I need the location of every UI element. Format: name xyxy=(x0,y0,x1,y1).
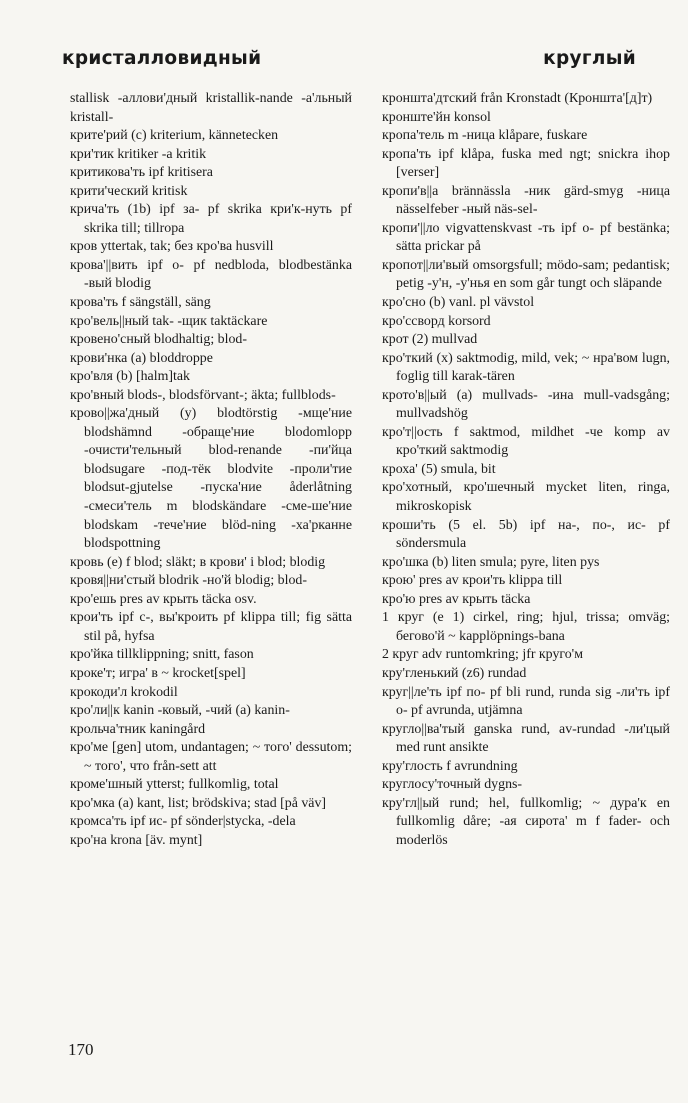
dictionary-entry: кропи'в||а brännässla -ник gärd-smyg -ница nässelfeber -ный näs-sel- xyxy=(382,183,670,218)
header-left-guideword: кристалловидный xyxy=(62,48,262,69)
dictionary-entry: кроха' (5) smula, bit xyxy=(382,461,496,477)
dictionary-entry: кругло||ва'тый ganska rund, av-rundad -ли'цый med runt ansikte xyxy=(382,721,670,756)
dictionary-entry: кропа'ть ipf klåpa, fuska med ngt; snickra ihop [verser] xyxy=(382,146,670,181)
dictionary-entry: кру'гленький (z6) rundad xyxy=(382,665,527,681)
dictionary-entry: кро'ю pres av крыть täcka xyxy=(382,591,531,607)
dictionary-entry: кро'йка tillklippning; snitt, fason xyxy=(70,647,254,663)
dictionary-entry: круглосу'точный dygns- xyxy=(382,777,523,793)
page-number: 170 xyxy=(68,1040,94,1059)
dictionary-entry: крот (2) mullvad xyxy=(382,332,478,348)
dictionary-entry: кро'на krona [äv. mynt] xyxy=(70,832,203,848)
dictionary-entry: кроншта'дтский från Kronstadt (Кроншта'[д]т) xyxy=(382,91,653,106)
dictionary-entry: кро'сно (b) vanl. pl vävstol xyxy=(382,295,535,311)
dictionary-entry: кру'глость f avrundning xyxy=(382,758,518,774)
dictionary-entry: кро'ткий (x) saktmodig, mild, vek; ~ нра'вом lugn, foglig till karak-tären xyxy=(382,350,670,385)
dictionary-entry: 1 круг (e 1) cirkel, ring; hjul, trissa; omväg; бегово'й ~ kapplöpnings-bana xyxy=(382,610,670,644)
dictionary-entry: кроме'шный ytterst; fullkomlig, total xyxy=(70,777,279,793)
dictionary-entry: крои'ть ipf с-, вы'кроить pf klippa till; fig sätta stil på, hyfsa xyxy=(70,610,352,644)
dictionary-entry: кро'вель||ный tak- -щик taktäckare xyxy=(70,313,268,329)
dictionary-entry: кронште'йн konsol xyxy=(382,109,491,125)
dictionary-entry: крово||жа'дный (y) blodtörstig -мще'ние blodshämnd -обраще'ние blodomlopp -очисти'тельный blod-renande -пи'йца blodsugare -под-тёк blodvite -проли'тие blodsut-gjutelse -пуска'ние åderlåtning -смеси'тель m blodskändare -сме-ше'ние blodskam -тече'ние blöd-ning -ха'рканне blodspottning xyxy=(70,406,352,552)
dictionary-entry: кропи'||ло vigvattenskvast -ть ipf о- pf bestänka; sätta prickar på xyxy=(382,220,670,255)
dictionary-entry: кро'ли||к kanin -ковый, -чий (a) kanin- xyxy=(70,703,290,719)
dictionary-entry: кропот||ли'вый omsorgsfull; mödo-sam; pedantisk; petig -у'н, -у'нья en som går tungt och släpande xyxy=(382,257,670,292)
dictionary-entry: крото'в||ый (a) mullvads- -ина mull-vadsgång; mullvadshög xyxy=(382,387,670,422)
dictionary-entry: кромса'ть ipf ис- pf sönder|stycka, -dela xyxy=(70,814,296,830)
dictionary-entry: кро'ме [gen] utom, undantagen; ~ того' dessutom; ~ того', что från-sett att xyxy=(70,740,352,774)
dictionary-entry: кров yttertak, tak; без кро'ва husvill xyxy=(70,239,274,255)
dictionary-entry: критикова'ть ipf kritisera xyxy=(70,165,213,181)
dictionary-entry: кро'хотный, кро'шечный mycket liten, ringa, mikroskopisk xyxy=(382,480,670,515)
dictionary-entry: кру'гл||ый rund; hel, fullkomlig; ~ дура'к en fullkomlig dåre; -ая сирота' m f fader- och moderlös xyxy=(382,795,670,848)
dictionary-entry: кровь (e) f blod; släkt; в крови' i blod; blodig xyxy=(70,554,326,570)
dictionary-entry: крою' pres av крои'ть klippa till xyxy=(382,573,563,589)
dictionary-entry: крича'ть (1b) ipf за- pf skrika кри'к-нуть pf skrika till; tillropa xyxy=(70,202,352,236)
dictionary-entry: крова'||вить ipf о- pf nedbloda, blodbestänka -вый blodig xyxy=(70,257,352,292)
dictionary-entry: круг||ле'ть ipf по- pf bli rund, runda sig -ли'ть ipf о- pf avrunda, utjämna xyxy=(382,684,670,719)
dictionary-entry: кроши'ть (5 el. 5b) ipf на-, по-, ис- pf söndersmula xyxy=(382,517,670,552)
dictionary-entry: кровено'сный blodhaltig; blod- xyxy=(70,332,247,348)
dictionary-entry: крольча'тник kaningård xyxy=(70,721,206,737)
dictionary-entry: кро'т||ость f saktmod, mildhet -че komp av кро'ткий saktmodig xyxy=(382,424,670,459)
dictionary-entry: кро'ешь pres av крыть täcka osv. xyxy=(70,591,257,607)
dictionary-entry: крокоди'л krokodil xyxy=(70,684,178,700)
left-column xyxy=(70,90,352,850)
dictionary-entry: крити'ческий kritisk xyxy=(70,183,188,199)
dictionary-entry: крови'нка (a) bloddroppe xyxy=(70,350,213,366)
dictionary-entry: кро'шка (b) liten smula; pyre, liten pys xyxy=(382,554,600,570)
page-header xyxy=(62,48,636,78)
header-right-guideword: круглый xyxy=(543,48,636,69)
dictionary-entry: кри'тик kritiker -а kritik xyxy=(70,146,207,162)
dictionary-entry: 2 круг adv runtomkring; jfr круго'м xyxy=(382,647,583,663)
dictionary-entry: кровя||ни'стый blodrik -но'й blodig; blod- xyxy=(70,573,307,589)
dictionary-entry: кро'ссворд korsord xyxy=(382,313,491,329)
dictionary-entry: кропа'тель m -ница klåpare, fuskare xyxy=(382,128,588,144)
right-column xyxy=(382,90,670,850)
dictionary-entry: кро'мка (a) kant, list; brödskiva; stad [på väv] xyxy=(70,795,327,811)
dictionary-entry: кроке'т; игра' в ~ krocket[spel] xyxy=(70,665,246,681)
dictionary-entry: кро'вля (b) [halm]tak xyxy=(70,369,190,385)
dictionary-entry: stallisk -аллови'дный kristallik-nande -а'льный kristall- xyxy=(70,91,352,125)
dictionary-entry: крова'ть f sängställ, säng xyxy=(70,295,211,311)
dictionary-entry: крите'рий (c) kriterium, kännetecken xyxy=(70,128,279,144)
dictionary-entry: кро'вный blods-, blodsförvant-; äkta; fullblods- xyxy=(70,387,336,403)
